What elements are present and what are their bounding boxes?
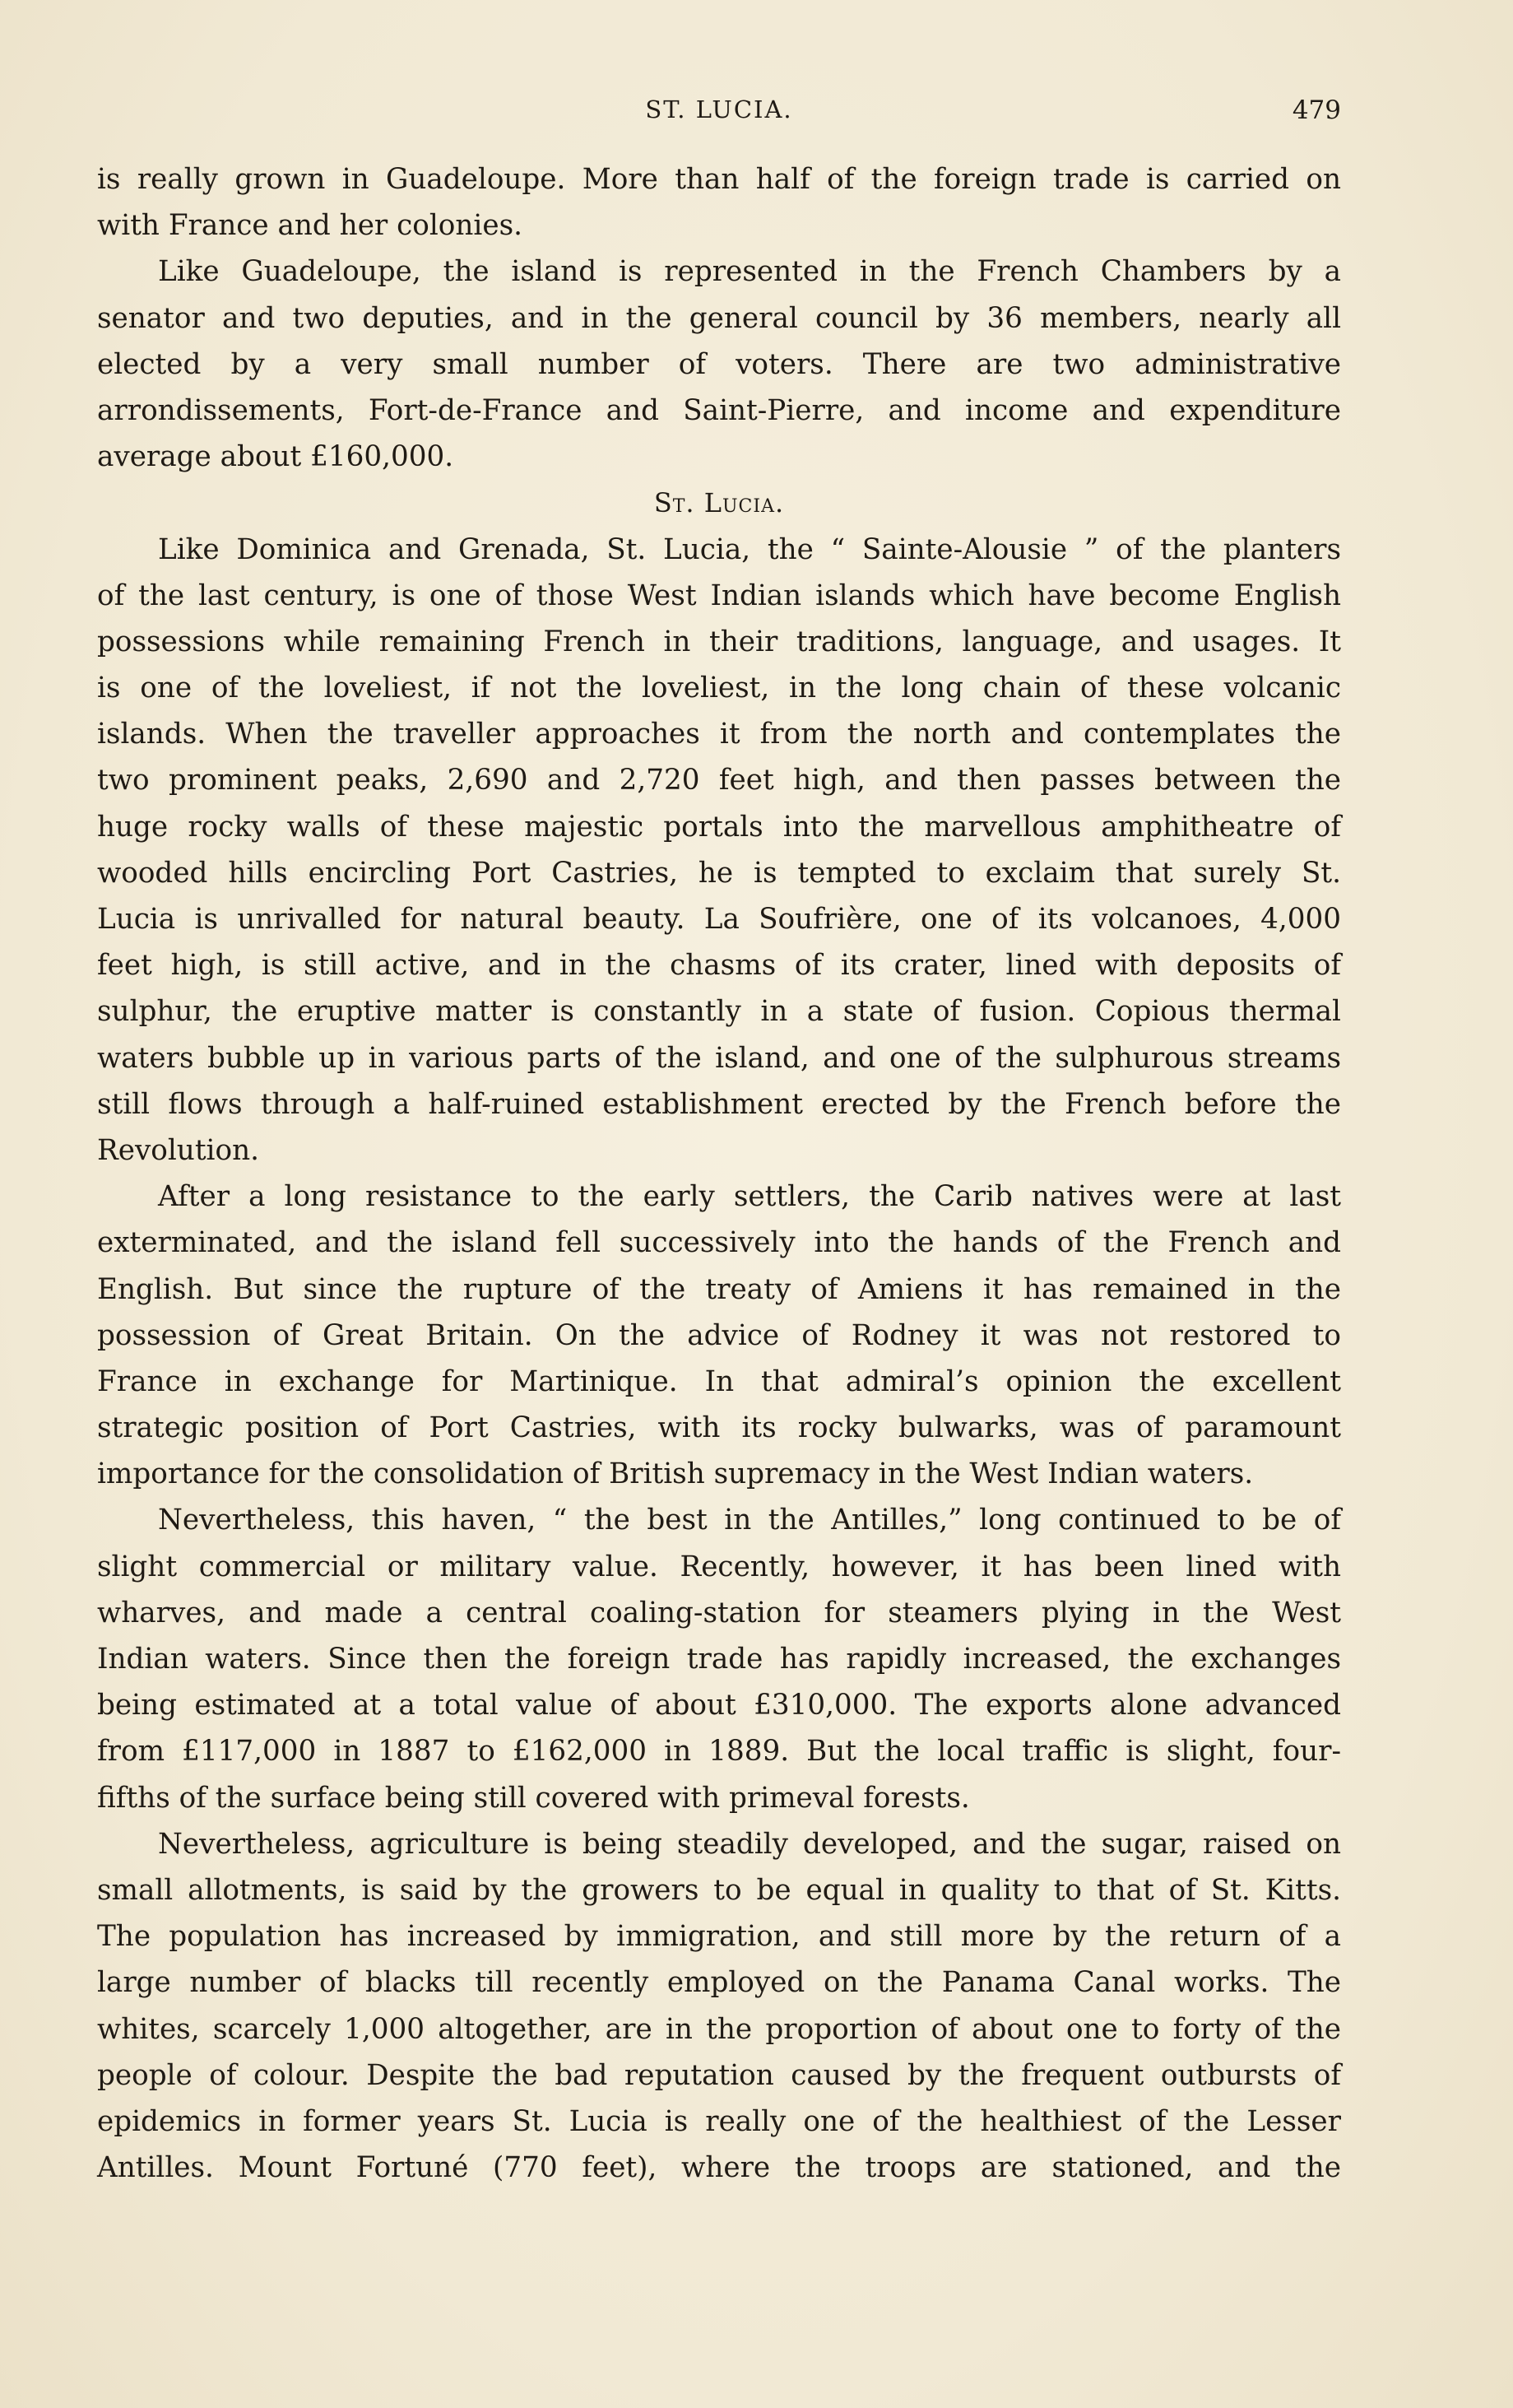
text-line: possessions while remaining French in their traditions, language, and usages. It bbox=[97, 625, 1341, 658]
text-line: small allotments, is said by the growers to be equal in quality to that of St. Kitts. bbox=[97, 1873, 1341, 1907]
text-line: islands. When the traveller approaches it from the north and contemplates the bbox=[97, 718, 1341, 751]
text-line: wooded hills encircling Port Castries, he is tempted to exclaim that surely St. bbox=[97, 856, 1341, 890]
page-number: 479 bbox=[1292, 95, 1341, 125]
text-line: elected by a very small number of voters. There are two administrative bbox=[97, 347, 1341, 381]
text-line: possession of Great Britain. On the advice of Rodney it was not restored to bbox=[97, 1318, 1341, 1352]
section-heading: St. Lucia. bbox=[653, 487, 785, 519]
text-line: Nevertheless, agriculture is being steadily developed, and the sugar, raised on bbox=[158, 1827, 1341, 1861]
text-line: people of colour. Despite the bad reputation caused by the frequent outbursts of bbox=[97, 2058, 1341, 2092]
text-line: Lucia is unrivalled for natural beauty. La Soufrière, one of its volcanoes, 4,000 bbox=[97, 903, 1341, 936]
text-line: two prominent peaks, 2,690 and 2,720 feet high, and then passes between the bbox=[97, 764, 1341, 797]
text-line: being estimated at a total value of about £310,000. The exports alone advanced bbox=[97, 1689, 1341, 1722]
text-line: Revolution. bbox=[97, 1133, 259, 1167]
text-line: fifths of the surface being still covered with primeval forests. bbox=[97, 1781, 970, 1815]
text-line: slight commercial or military value. Recently, however, it has been lined with bbox=[97, 1550, 1341, 1583]
text-line: from £117,000 in 1887 to £162,000 in 1889. But the local traffic is slight, four- bbox=[97, 1735, 1341, 1769]
text-line: large number of blacks till recently employed on the Panama Canal works. The bbox=[97, 1966, 1341, 2000]
text-line: huge rocky walls of these majestic portals into the marvellous amphitheatre of bbox=[97, 810, 1341, 844]
text-line: Indian waters. Since then the foreign trade has rapidly increased, the exchanges bbox=[97, 1643, 1341, 1676]
text-line: is really grown in Guadeloupe. More than half of the foreign trade is carried on bbox=[97, 163, 1341, 196]
text-line: arrondissements, Fort-de-France and Saint-Pierre, and income and expenditure bbox=[97, 393, 1341, 427]
text-line: with France and her colonies. bbox=[97, 209, 522, 243]
text-line: exterminated, and the island fell successively into the hands of the French and bbox=[97, 1226, 1341, 1260]
text-line: Nevertheless, this haven, “ the best in the Antilles,” long continued to be of bbox=[158, 1504, 1341, 1537]
text-line: sulphur, the eruptive matter is constantly in a state of fusion. Copious thermal bbox=[97, 995, 1341, 1029]
text-line: whites, scarcely 1,000 altogether, are in the proportion of about one to forty of the bbox=[97, 2012, 1341, 2046]
text-line: average about £160,000. bbox=[97, 440, 454, 474]
body-text bbox=[97, 156, 1341, 2191]
text-line: of the last century, is one of those West Indian islands which have become English bbox=[97, 579, 1341, 612]
text-line: still flows through a half-ruined establishment erected by the French before the bbox=[97, 1087, 1341, 1121]
running-title: ST. LUCIA. bbox=[645, 95, 793, 123]
text-line: The population has increased by immigration, and still more by the return of a bbox=[97, 1920, 1341, 1954]
text-line: feet high, is still active, and in the chasms of its crater, lined with deposits of bbox=[97, 949, 1341, 983]
text-line: wharves, and made a central coaling-station for steamers plying in the West bbox=[97, 1596, 1341, 1629]
text-line: Like Dominica and Grenada, St. Lucia, the “ Sainte-Alousie ” of the planters bbox=[158, 532, 1341, 566]
text-line: France in exchange for Martinique. In that admiral’s opinion the excellent bbox=[97, 1364, 1341, 1398]
text-line: is one of the loveliest, if not the loveliest, in the long chain of these volcanic bbox=[97, 672, 1341, 705]
text-line: waters bubble up in various parts of the island, and one of the sulphurous streams bbox=[97, 1041, 1341, 1075]
text-line: epidemics in former years St. Lucia is really one of the healthiest of the Lesser bbox=[97, 2104, 1341, 2138]
text-line: senator and two deputies, and in the general council by 36 members, nearly all bbox=[97, 301, 1341, 335]
text-line: Antilles. Mount Fortuné (770 feet), where the troops are stationed, and the bbox=[97, 2151, 1341, 2185]
text-line: strategic position of Port Castries, with its rocky bulwarks, was of paramount bbox=[97, 1411, 1341, 1445]
text-line: After a long resistance to the early settlers, the Carib natives were at last bbox=[158, 1180, 1341, 1214]
text-line: Like Guadeloupe, the island is represented in the French Chambers by a bbox=[158, 255, 1341, 289]
text-line: importance for the consolidation of British supremacy in the West Indian waters. bbox=[97, 1457, 1254, 1491]
text-line: English. But since the rupture of the treaty of Amiens it has remained in the bbox=[97, 1272, 1341, 1306]
running-head bbox=[97, 89, 1341, 130]
